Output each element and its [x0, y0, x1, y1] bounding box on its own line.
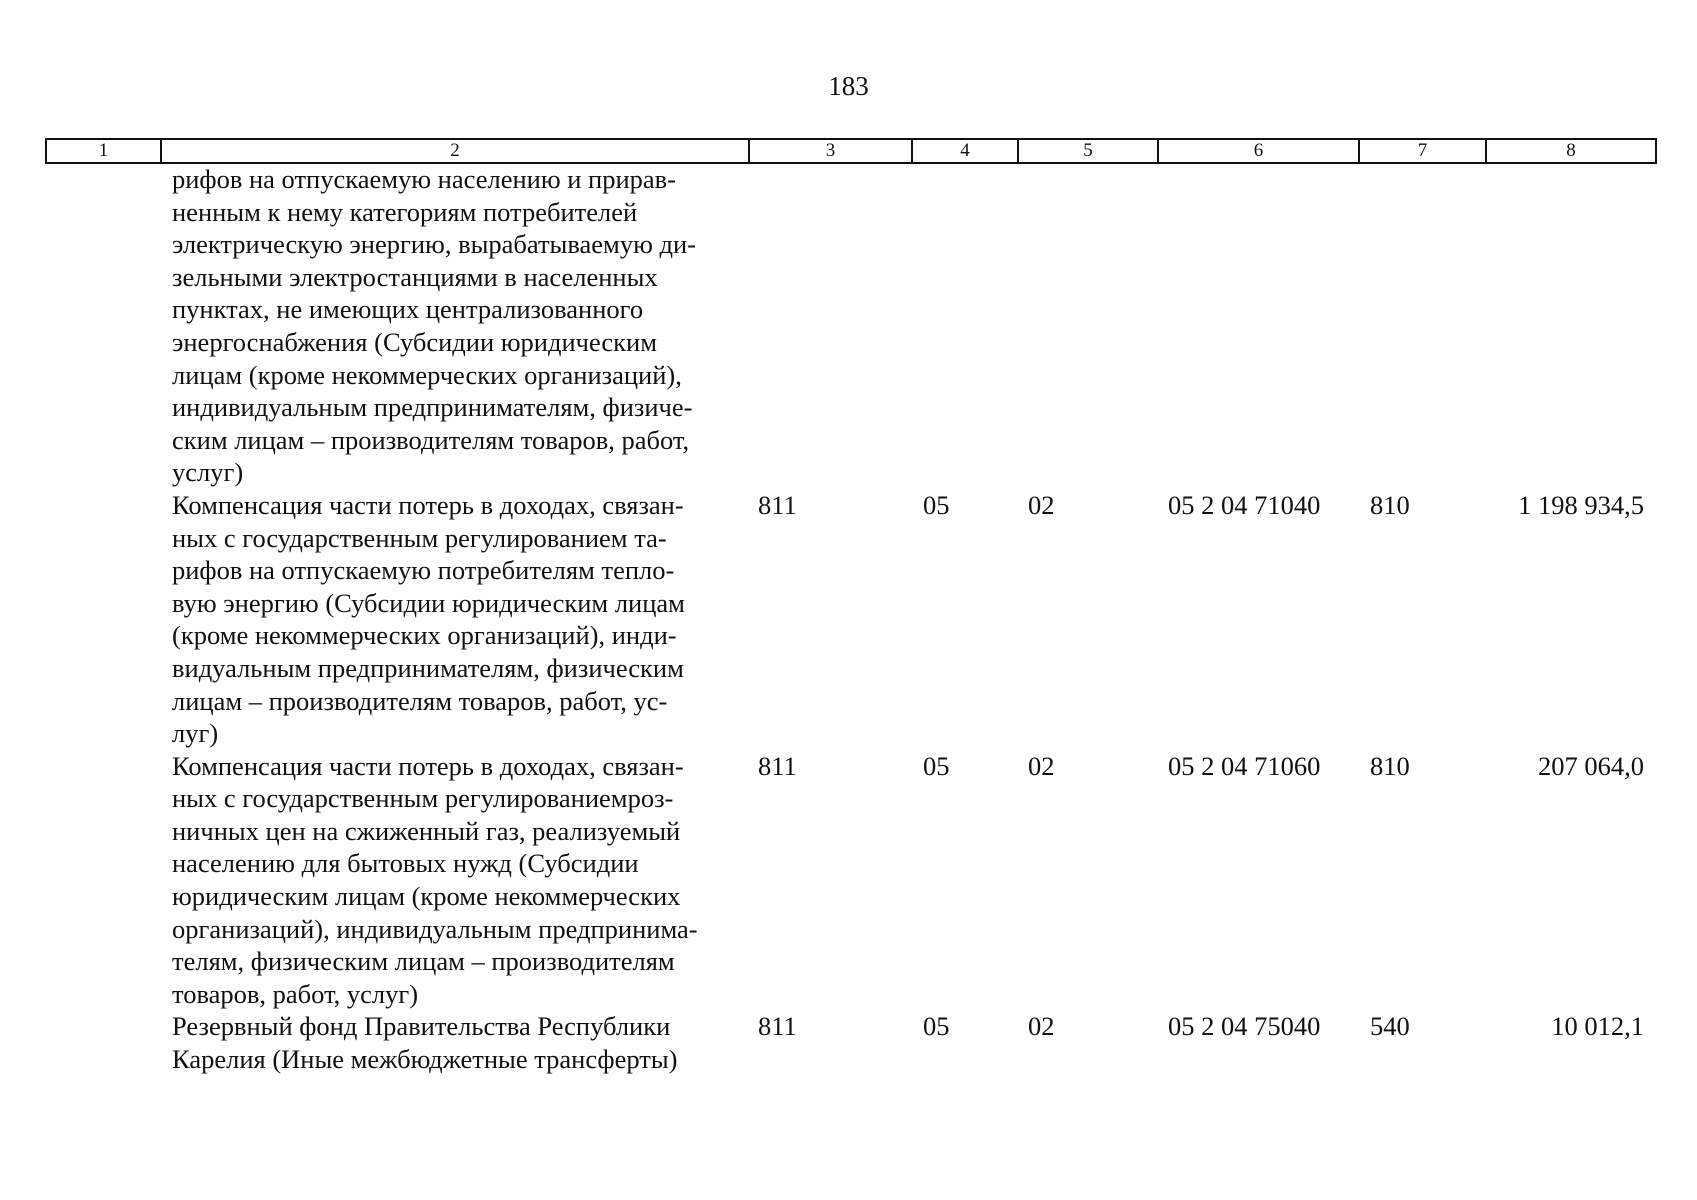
description-line: населению для бытовых нужд (Субсидии — [172, 848, 639, 879]
expense-type-code: 810 — [1370, 750, 1410, 781]
row-description — [160, 1010, 748, 1075]
column-number-2: 2 — [161, 139, 749, 163]
section-code: 05 — [923, 1011, 950, 1042]
description-line: пунктах, не имеющих централизованного — [172, 294, 644, 325]
description-line: зельными электростанциями в населенных — [172, 261, 658, 292]
description-line: энергоснабжения (Субсидии юридическим — [172, 326, 657, 357]
description-line: ных с государственным регулированием та- — [172, 522, 667, 553]
column-number-8: 8 — [1486, 139, 1656, 163]
column-number-1: 1 — [46, 139, 161, 163]
table-row — [45, 163, 1655, 489]
target-article-code: 05 2 04 71060 — [1168, 750, 1321, 781]
description-line: телям, физическим лицам – производителям — [172, 946, 675, 977]
row-description — [160, 750, 748, 1011]
description-line: организаций), индивидуальным предпринима- — [172, 913, 698, 944]
table-row — [45, 1010, 1655, 1075]
description-line: электрическую энергию, вырабатываемую ди- — [172, 229, 696, 260]
description-line: лицам (кроме некоммерческих организаций), — [172, 359, 682, 390]
description-line: Карелия (Иные межбюджетные трансферты) — [172, 1044, 678, 1075]
description-line: рифов на отпускаемую населению и прирав- — [172, 164, 677, 194]
subsection-code: 02 — [1028, 1011, 1055, 1042]
description-line: товаров, работ, услуг) — [172, 978, 419, 1009]
amount: 207 064,0 — [1538, 750, 1644, 781]
column-number-header — [45, 138, 1657, 164]
description-line: Компенсация части потерь в доходах, связан- — [172, 750, 684, 781]
expense-type-code: 810 — [1370, 489, 1410, 520]
column-number-4: 4 — [912, 139, 1018, 163]
subsection-code: 02 — [1028, 489, 1055, 520]
budget-table-body — [45, 163, 1655, 1076]
target-article-code: 05 2 04 71040 — [1168, 489, 1321, 520]
column-number-3: 3 — [749, 139, 912, 163]
column-number-5: 5 — [1018, 139, 1158, 163]
ministry-code: 811 — [758, 1011, 797, 1042]
table-row — [45, 489, 1655, 750]
description-line: ненным к нему категориям потребителей — [172, 196, 638, 227]
description-line: ничных цен на сжиженный газ, реализуемый — [172, 815, 681, 846]
description-line: индивидуальным предпринимателям, физиче- — [172, 392, 693, 423]
description-line: услуг) — [172, 457, 244, 488]
column-number-6: 6 — [1158, 139, 1359, 163]
ministry-code: 811 — [758, 489, 797, 520]
description-line: Резервный фонд Правительства Республики — [172, 1011, 671, 1042]
row-description — [160, 163, 748, 489]
description-line: видуальным предпринимателям, физическим — [172, 652, 684, 683]
description-line: лицам – производителям товаров, работ, ус- — [172, 685, 668, 716]
ministry-code: 811 — [758, 750, 797, 781]
row-description — [160, 489, 748, 750]
description-line: луг) — [172, 718, 219, 749]
description-line: Компенсация части потерь в доходах, связан- — [172, 489, 684, 520]
page-number: 183 — [828, 71, 869, 101]
subsection-code: 02 — [1028, 750, 1055, 781]
description-line: рифов на отпускаемую потребителям тепло- — [172, 555, 675, 586]
description-line: (кроме некоммерческих организаций), инди- — [172, 620, 677, 651]
description-line: вую энергию (Субсидии юридическим лицам — [172, 587, 685, 618]
section-code: 05 — [923, 489, 950, 520]
description-line: ским лицам – производителям товаров, работ, — [172, 424, 690, 455]
target-article-code: 05 2 04 75040 — [1168, 1011, 1321, 1042]
table-row — [45, 750, 1655, 1011]
amount: 10 012,1 — [1551, 1011, 1644, 1042]
amount: 1 198 934,5 — [1518, 489, 1644, 520]
expense-type-code: 540 — [1370, 1011, 1410, 1042]
description-line: ных с государственным регулированиемроз- — [172, 783, 674, 814]
section-code: 05 — [923, 750, 950, 781]
description-line: юридическим лицам (кроме некоммерческих — [172, 881, 681, 912]
column-number-7: 7 — [1359, 139, 1486, 163]
